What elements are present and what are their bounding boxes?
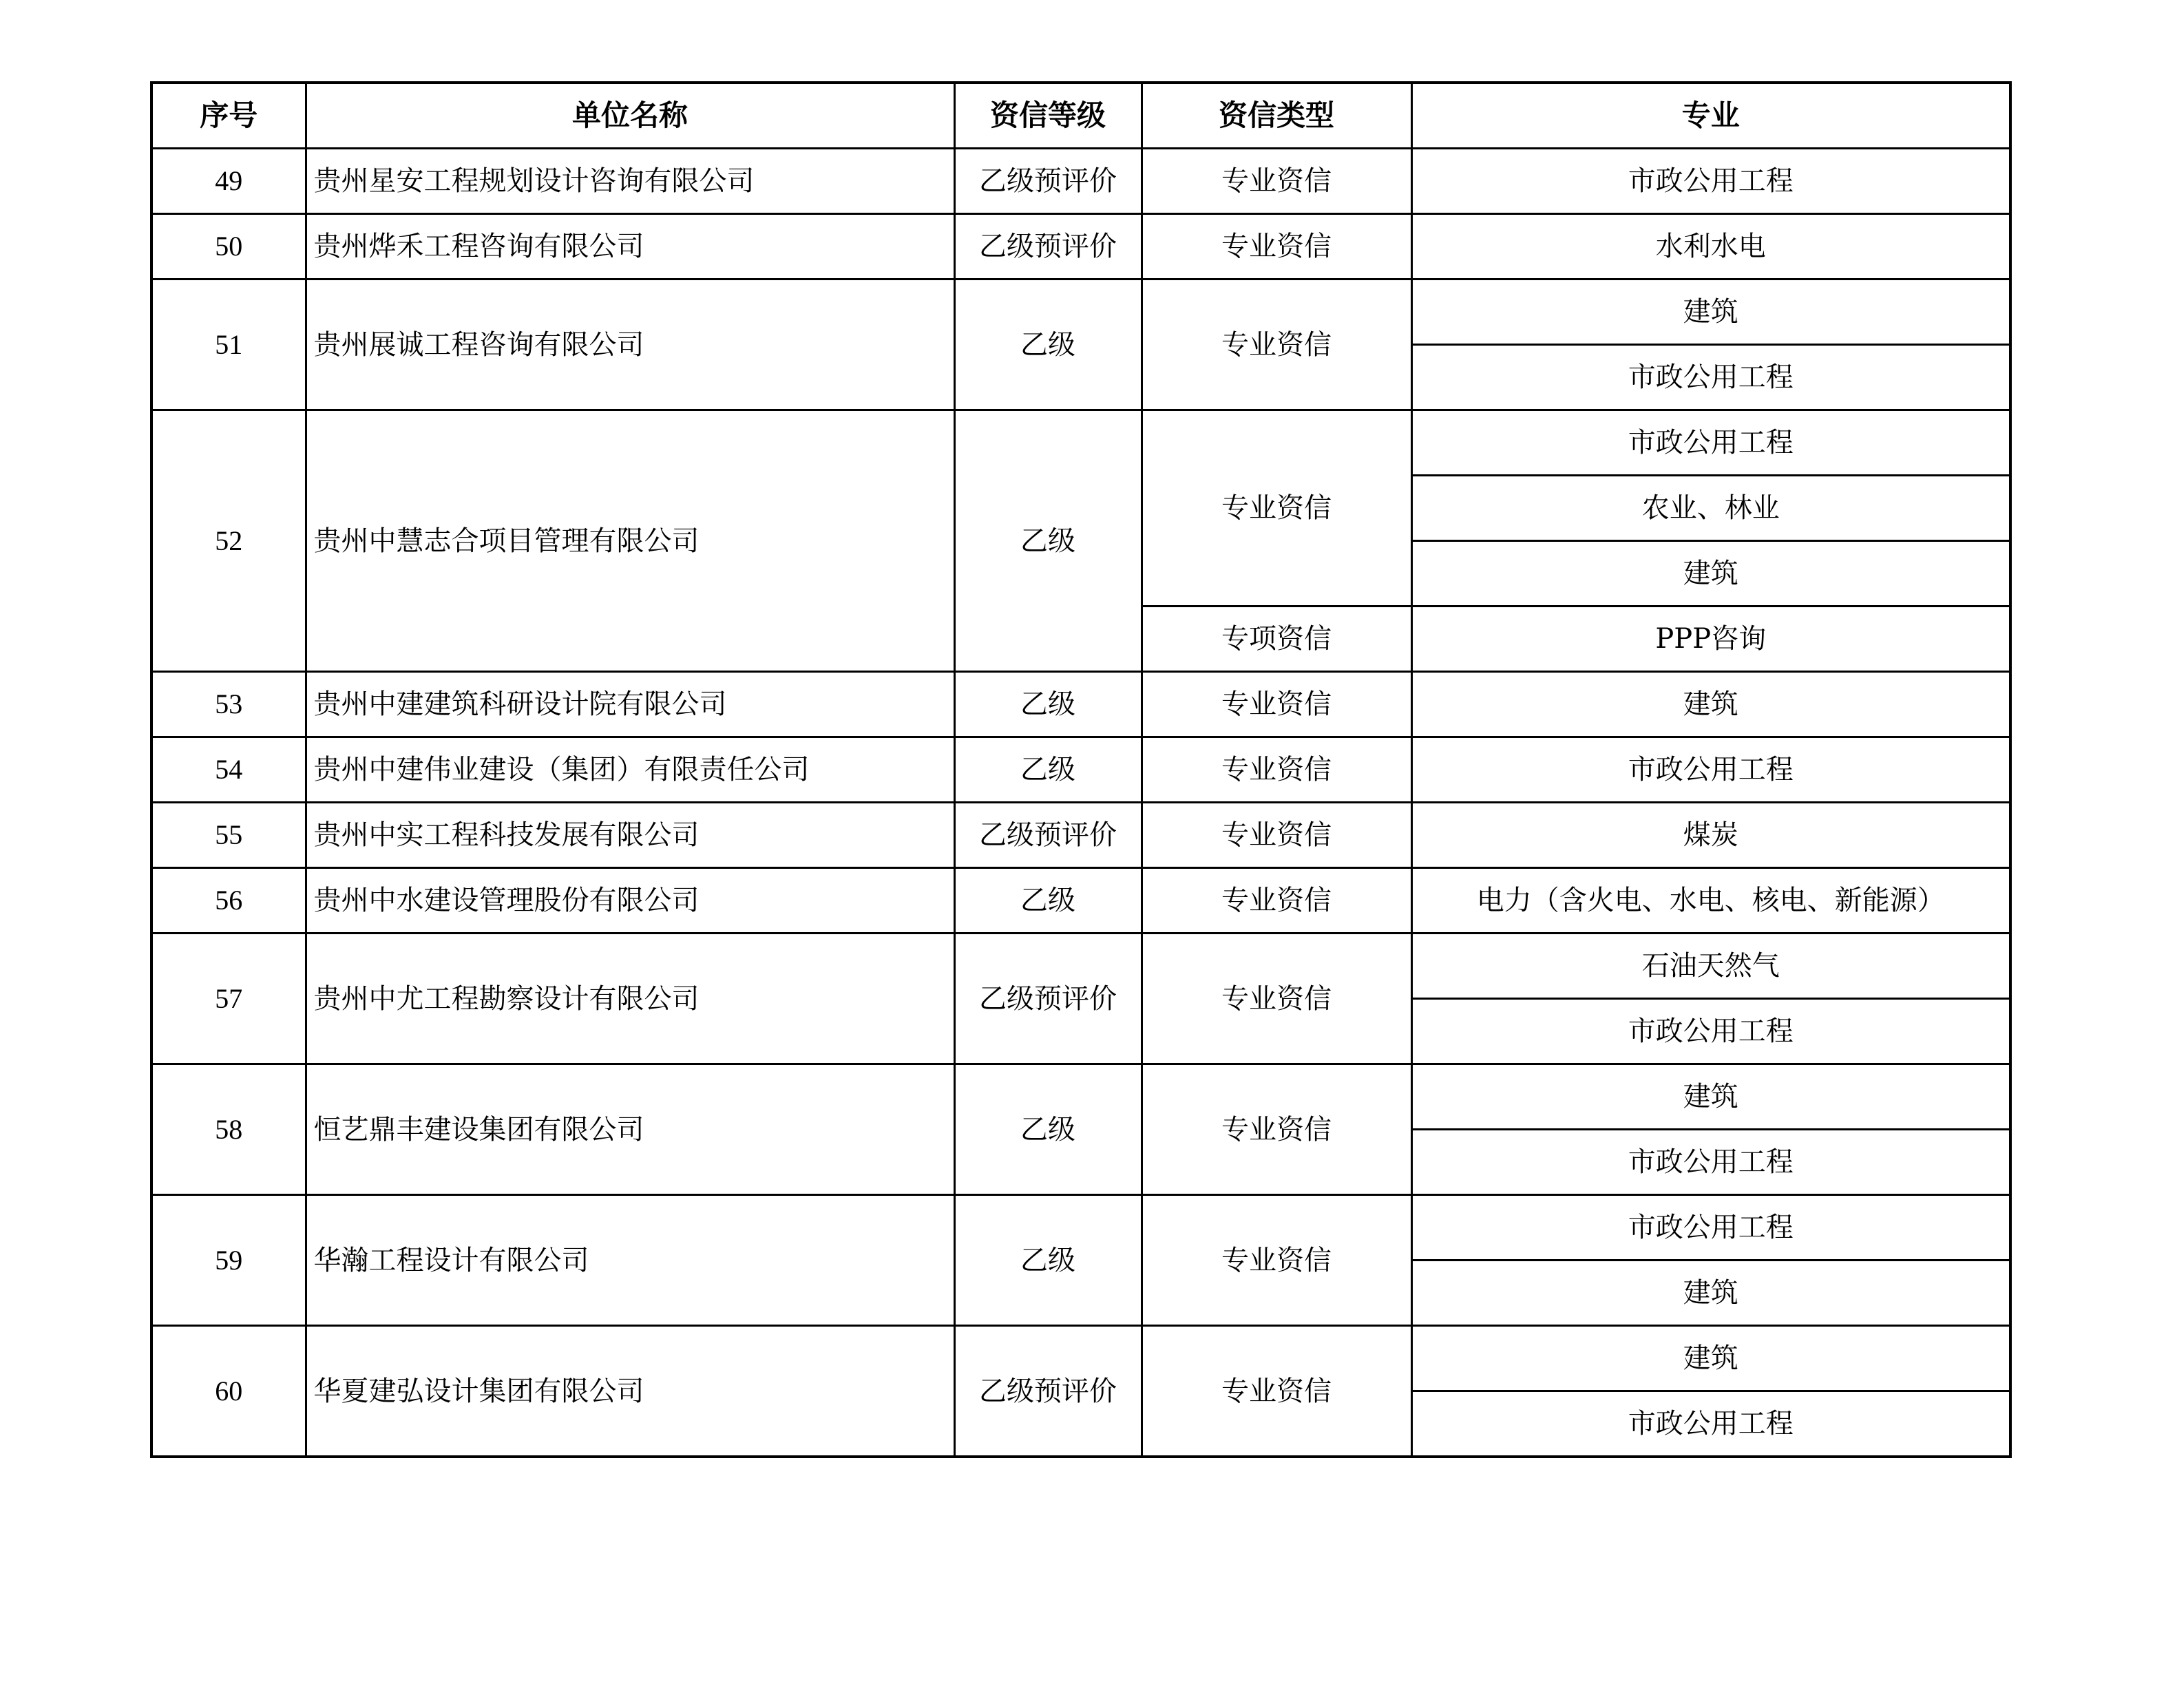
row-no: 49 xyxy=(151,149,306,214)
major-field: 市政公用工程 xyxy=(1411,1130,2010,1195)
table-row xyxy=(151,410,2010,476)
header-grade: 资信等级 xyxy=(954,83,1142,149)
header-row xyxy=(151,83,2010,149)
major-field: 市政公用工程 xyxy=(1411,149,2010,214)
row-no: 53 xyxy=(151,672,306,737)
major-field: 煤炭 xyxy=(1411,803,2010,868)
company-name: 恒艺鼎丰建设集团有限公司 xyxy=(306,1064,954,1195)
qualification-grade: 乙级 xyxy=(954,737,1142,803)
qualification-grade: 乙级预评价 xyxy=(954,1326,1142,1457)
qualification-type: 专业资信 xyxy=(1142,868,1411,934)
qualification-grade: 乙级预评价 xyxy=(954,149,1142,214)
table-row xyxy=(151,280,2010,345)
row-no: 56 xyxy=(151,868,306,934)
row-no: 55 xyxy=(151,803,306,868)
qualification-type: 专业资信 xyxy=(1142,803,1411,868)
company-name: 贵州展诚工程咨询有限公司 xyxy=(306,280,954,410)
row-no: 57 xyxy=(151,934,306,1064)
qualification-type: 专业资信 xyxy=(1142,672,1411,737)
qualification-type: 专业资信 xyxy=(1142,410,1411,607)
company-name: 贵州星安工程规划设计咨询有限公司 xyxy=(306,149,954,214)
row-no: 60 xyxy=(151,1326,306,1457)
major-field: 建筑 xyxy=(1411,1064,2010,1130)
row-no: 51 xyxy=(151,280,306,410)
table-body xyxy=(151,149,2010,1457)
qualification-type: 专业资信 xyxy=(1142,149,1411,214)
major-field: 建筑 xyxy=(1411,1261,2010,1326)
major-field: 建筑 xyxy=(1411,280,2010,345)
major-field: 农业、林业 xyxy=(1411,476,2010,541)
major-field: 电力（含火电、水电、核电、新能源） xyxy=(1411,868,2010,934)
qualification-grade: 乙级预评价 xyxy=(954,934,1142,1064)
qualification-grade: 乙级预评价 xyxy=(954,803,1142,868)
table-row xyxy=(151,868,2010,934)
company-name: 华瀚工程设计有限公司 xyxy=(306,1195,954,1326)
major-field: 市政公用工程 xyxy=(1411,737,2010,803)
table-row xyxy=(151,934,2010,999)
company-name: 贵州中建伟业建设（集团）有限责任公司 xyxy=(306,737,954,803)
major-field: 市政公用工程 xyxy=(1411,999,2010,1064)
major-field: 市政公用工程 xyxy=(1411,345,2010,410)
major-field: 市政公用工程 xyxy=(1411,1391,2010,1457)
major-field: 石油天然气 xyxy=(1411,934,2010,999)
table-row xyxy=(151,672,2010,737)
qualification-type: 专业资信 xyxy=(1142,737,1411,803)
company-name: 贵州中尤工程勘察设计有限公司 xyxy=(306,934,954,1064)
qualification-type: 专业资信 xyxy=(1142,934,1411,1064)
qualification-grade: 乙级 xyxy=(954,410,1142,672)
major-field: 建筑 xyxy=(1411,672,2010,737)
company-name: 贵州中建建筑科研设计院有限公司 xyxy=(306,672,954,737)
qualification-type: 专业资信 xyxy=(1142,214,1411,280)
qualification-grade: 乙级 xyxy=(954,1195,1142,1326)
company-name: 贵州中水建设管理股份有限公司 xyxy=(306,868,954,934)
header-name: 单位名称 xyxy=(306,83,954,149)
qualification-type: 专业资信 xyxy=(1142,280,1411,410)
table-row xyxy=(151,737,2010,803)
major-field: 市政公用工程 xyxy=(1411,1195,2010,1261)
major-field: 建筑 xyxy=(1411,541,2010,607)
table-row xyxy=(151,803,2010,868)
table-row xyxy=(151,214,2010,280)
company-name: 贵州中实工程科技发展有限公司 xyxy=(306,803,954,868)
major-field: PPP咨询 xyxy=(1411,607,2010,672)
major-field: 市政公用工程 xyxy=(1411,410,2010,476)
row-no: 52 xyxy=(151,410,306,672)
table-row xyxy=(151,149,2010,214)
qualification-type: 专项资信 xyxy=(1142,607,1411,672)
major-field: 建筑 xyxy=(1411,1326,2010,1391)
qualification-grade: 乙级 xyxy=(954,280,1142,410)
table-row xyxy=(151,1195,2010,1261)
company-name: 贵州中慧志合项目管理有限公司 xyxy=(306,410,954,672)
header-no: 序号 xyxy=(151,83,306,149)
row-no: 58 xyxy=(151,1064,306,1195)
qualification-grade: 乙级 xyxy=(954,672,1142,737)
row-no: 59 xyxy=(151,1195,306,1326)
company-name: 华夏建弘设计集团有限公司 xyxy=(306,1326,954,1457)
qualification-grade: 乙级 xyxy=(954,1064,1142,1195)
table-row xyxy=(151,1326,2010,1391)
header-type: 资信类型 xyxy=(1142,83,1411,149)
qualification-type: 专业资信 xyxy=(1142,1195,1411,1326)
header-major: 专业 xyxy=(1411,83,2010,149)
qualification-type: 专业资信 xyxy=(1142,1064,1411,1195)
row-no: 50 xyxy=(151,214,306,280)
major-field: 水利水电 xyxy=(1411,214,2010,280)
table-row xyxy=(151,1064,2010,1130)
qualification-grade: 乙级预评价 xyxy=(954,214,1142,280)
company-name: 贵州烨禾工程咨询有限公司 xyxy=(306,214,954,280)
qualification-table xyxy=(150,81,2012,1458)
row-no: 54 xyxy=(151,737,306,803)
qualification-type: 专业资信 xyxy=(1142,1326,1411,1457)
qualification-grade: 乙级 xyxy=(954,868,1142,934)
